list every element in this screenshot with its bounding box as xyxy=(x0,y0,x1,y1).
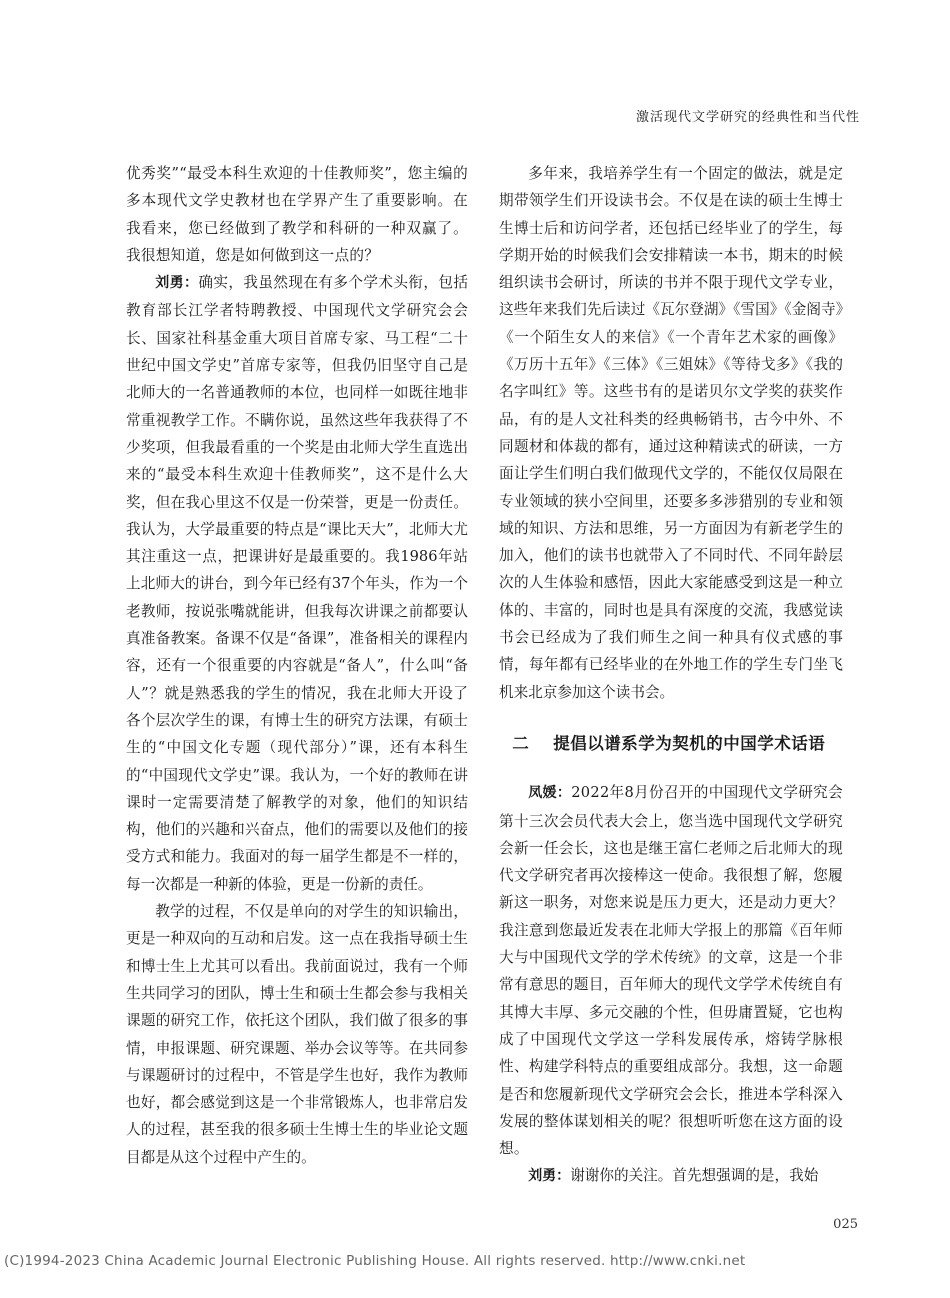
section-number: 二 xyxy=(512,733,530,753)
speaker-label: 凤媛： xyxy=(528,785,572,802)
copyright-footer: (C)1994-2023 China Academic Journal Electronic Publishing House. All rights reserved. http://www.cnki.net xyxy=(4,1253,746,1269)
left-column xyxy=(126,160,468,1171)
interviewer-question-continued: 优秀奖”“最受本科生欢迎的十佳教师奖”，您主编的多本现代文学史教材也在学界产生了重要影响。在我看来，您已经做到了教学和科研的一种双赢了。我很想知道，您是如何做到这一点的？ xyxy=(126,165,468,264)
answer-paragraph xyxy=(126,269,468,898)
answer-text: 确实，我虽然现在有多个学术头衔，包括教育部长江学者特聘教授、中国现代文学研究会会长、国家社科基金重大项目首席专家、马工程“二十世纪中国文学史”首席专家等，但我仍旧坚守自己是北师大的一名普通教师的本位，也同样一如既往地非常重视教学工作。不瞒你说，虽然这些年我获得了不少奖项，但我最看重的一个奖是由北师大学生直选出来的“最受本科生欢迎十佳教师奖”，这不是什么大奖，但在我心里这不仅是一份荣誉，更是一份责任。我认为，大学最重要的特点是“课比天大”，北师大尤其注重这一点，把课讲好是最重要的。我1986年站上北师大的讲台，到今年已经有37个年头，作为一个老教师，按说张嘴就能讲，但我每次讲课之前都要认真准备教案。备课不仅是“备课”，准备相关的课程内容，还有一个很重要的内容就是“备人”，什么叫“备人”？就是熟悉我的学生的情况，我在北师大开设了各个层次学生的课，有博士生的研究方法课，有硕士生的“中国文化专题（现代部分）”课，还有本科生的“中国现代文学史”课。我认为，一个好的教师在讲课时一定需要清楚了解教学的对象，他们的知识结构，他们的兴趣和兴奋点，他们的需要以及他们的接受方式和能力。我面对的每一届学生都是不一样的，每一次都是一种新的体验，更是一份新的责任。 xyxy=(126,274,468,893)
section-heading xyxy=(499,730,843,757)
body-paragraph: 教学的过程，不仅是单向的对学生的知识输出，更是一种双向的互动和启发。这一点在我指导硕士生和博士生上尤其可以看出。我前面说过，我有一个师生共同学习的团队，博士生和硕士生都会参与我相关课题的研究工作，依托这个团队，我们做了很多的事情，申报课题、研究课题、举办会议等等。在共同参与课题研讨的过程中，不管是学生也好，我作为教师也好，都会感觉到这是一个非常锻炼人，也非常启发人的过程，甚至我的很多硕士生博士生的毕业论文题目都是从这个过程中产生的。 xyxy=(126,903,468,1166)
speaker-label: 刘勇： xyxy=(528,1168,571,1185)
answer-text: 谢谢你的关注。首先想强调的是，我始 xyxy=(570,1167,819,1185)
speaker-label: 刘勇： xyxy=(155,275,199,292)
interviewer-question xyxy=(499,779,843,1162)
question-text: 2022年8月份召开的中国现代文学研究会第十三次会员代表大会上，您当选中国现代文学研究会新一任会长，这也是继王富仁老师之后北师大的现代文学研究者再次接棒这一使命。我很想了解，您履新这一职务，对您来说是压力更大，还是动力更大？我注意到您最近发表在北师大学报上的那篇《百年师大与中国现代文学的学术传统》的文章，这是一个非常有意思的题目，百年师大的现代文学学术传统自有其博大丰厚、多元交融的个性，但毋庸置疑，它也构成了中国现代文学这一学科发展传承，熔铸学脉根性、构建学科特点的重要组成部分。我想，这一命题是否和您履新现代文学研究会会长，推进本学科深入发展的整体谋划相关的呢？很想听听您在这方面的设想。 xyxy=(499,784,843,1158)
running-head: 激活现代文学研究的经典性和当代性 xyxy=(635,110,860,125)
answer-paragraph xyxy=(499,1162,843,1190)
right-column xyxy=(499,160,843,1191)
section-title: 提倡以谱系学为契机的中国学术话语 xyxy=(553,733,826,753)
page-number: 025 xyxy=(833,1217,858,1232)
body-paragraph: 多年来，我培养学生有一个固定的做法，就是定期带领学生们开设读书会。不仅是在读的硕士生博士生博士后和访问学者，还包括已经毕业了的学生，每学期开始的时候我们会安排精读一本书，期末的时候组织读书会研讨，所读的书并不限于现代文学专业，这些年来我们先后读过《瓦尔登湖》《雪国》《金阁寺》《一个陌生女人的来信》《一个青年艺术家的画像》《万历十五年》《三体》《三姐妹》《等待戈多》《我的名字叫红》等。这些书有的是诺贝尔文学奖的获奖作品，有的是人文社科类的经典畅销书，古今中外、不同题材和体裁的都有，通过这种精读式的研读，一方面让学生们明白我们做现代文学的，不能仅仅局限在专业领域的狭小空间里，还要多多涉猎别的专业和领域的知识、方法和思维，另一方面因为有新老学生的加入，他们的读书也就带入了不同时代、不同年龄层次的人生体验和感悟，因此大家能感受到这是一种立体的、丰富的，同时也是具有深度的交流，我感觉读书会已经成为了我们师生之间一种具有仪式感的事情，每年都有已经毕业的在外地工作的学生专门坐飞机来北京参加这个读书会。 xyxy=(499,165,843,701)
